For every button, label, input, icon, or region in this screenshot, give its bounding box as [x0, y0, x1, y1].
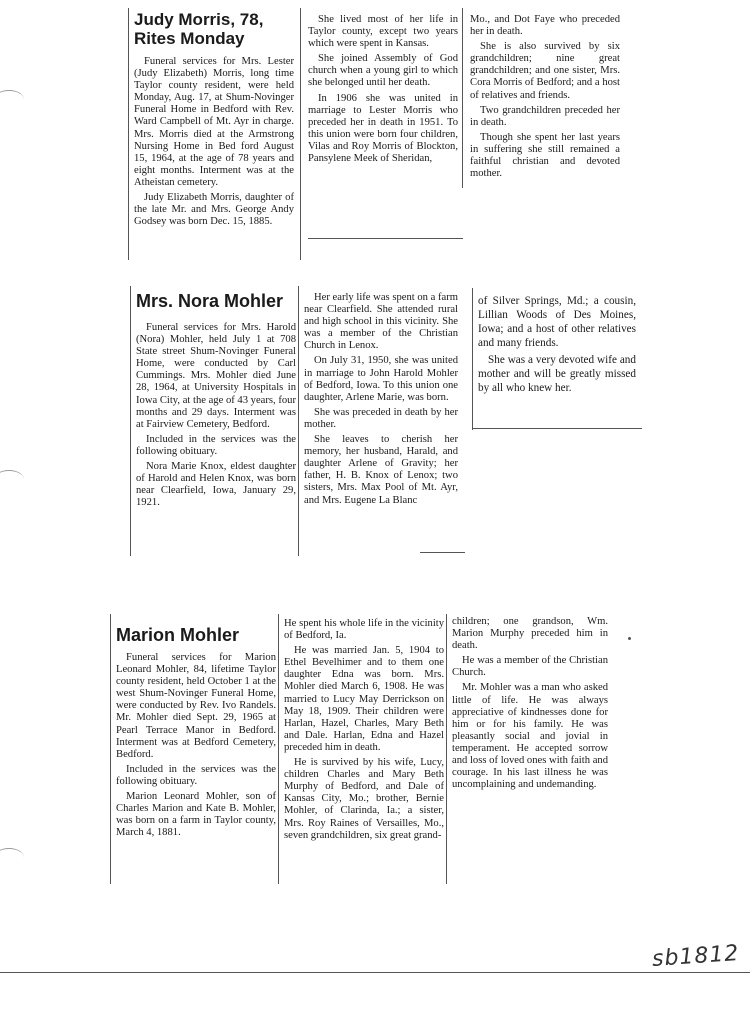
nora-column-2: [304, 292, 458, 510]
paragraph: Marion Leonard Mohler, son of Charles Marion and Kate B. Mohler, was born on a farm in Taylor county, March 4, 1881.: [116, 791, 276, 839]
paragraph: Funeral services for Marion Leonard Mohler, 84, lifetime Taylor county resident, held October 1 at the west Shum-Novinger Funeral Home, were conducted by Rev. Ivo Randels. Mr. Mohler died Sept. 29, 1965 at Pearl Terrace Manor in Bedford. Interment was at Bedford Cemetery, Bedford.: [116, 652, 276, 760]
marion-headline: Marion Mohler: [116, 625, 240, 645]
nora-headline: Mrs. Nora Mohler: [136, 291, 284, 311]
judy-column-3-clip: [462, 8, 622, 188]
judy-column-3: [470, 14, 620, 183]
marion-column-3-clip: [446, 614, 612, 814]
paragraph: Judy Elizabeth Morris, daughter of the late Mr. and Mrs. George Andy Godsey was born Dec. 15, 1885.: [134, 192, 294, 228]
clipping-nora-mohler: [130, 286, 465, 556]
binder-hole-bottom: [0, 848, 24, 867]
paragraph: He spent his whole life in the vicinity of Bedford, Ia.: [284, 618, 444, 642]
nora-column-3: [478, 294, 636, 398]
binder-hole-middle: [0, 470, 24, 489]
binder-hole-top: [0, 90, 24, 109]
paragraph: Two grandchildren preceded her in death.: [470, 104, 620, 128]
clipping-judy-morris: [128, 8, 463, 260]
nora-column-3-clip: [472, 288, 642, 430]
paragraph: She is also survived by six grandchildren; nine great grandchildren; and one sister, Mrs. Cora Morris of Bedford; and a host of relatives and friends.: [470, 41, 620, 101]
judy-headline: [134, 10, 294, 48]
paragraph: Funeral services for Mrs. Harold (Nora) Mohler, held July 1 at 708 State street Shum-Novinger Funeral Home, were conducted by Carl Cummings. Mrs. Mohler died June 28, 1964, at University Hospitals in Iowa City, at the age of 43 years, four months and 29 days. Interment was at Fairview Cemetery, Bedford.: [136, 322, 296, 430]
paragraph: On July 31, 1950, she was united in marriage to John Harold Mohler of Bedford, Iowa. To this union one daughter, Arlene Marie, was born.: [304, 355, 458, 403]
judy-headline-line1: Judy Morris, 78,: [134, 10, 264, 29]
paragraph: He is survived by his wife, Lucy, children Charles and Mary Beth Murphy of Bedford, and Dale of Kansas City, Mo.; brother, Bernie Mohler, of Clarinda, Ia.; a sister, Mrs. Roy Raines of Versailles, Mo., seven grandchildren, six great grand-: [284, 757, 444, 841]
paragraph: of Silver Springs, Md.; a cousin, Lillian Woods of Des Moines, Iowa; and a host of other relatives and many friends.: [478, 295, 636, 349]
page-bottom-line: [0, 972, 750, 973]
paragraph: Though she spent her last years in suffering she still remained a faithful christian and devoted mother.: [470, 131, 620, 180]
judy-headline-line2: Rites Monday: [134, 29, 245, 48]
paragraph: Funeral services for Mrs. Lester (Judy Elizabeth) Morris, long time Taylor county resident, were held Monday, Aug. 17, at Shum-Novinger Funeral Home in Bedford with Rev. Ward Campbell of Mt. Ayr in charge. Mrs. Morris died at the Armstrong Nursing Home in Bed ford August 15, 1964, at the age of 78 years and eight months. Interment was at the Atheistan cemetery.: [134, 56, 294, 188]
nora-column-1: [136, 290, 296, 512]
paragraph: In 1906 she was united in marriage to Lester Morris who preceded her in death in 1951. To this union were born four children, Vilas and Roy Morris of Blockton, Pansylene Meek of Sheridan,: [308, 92, 458, 165]
paragraph: children; one grandson, Wm. Marion Murphy preceded him in death.: [452, 616, 608, 652]
paragraph: She joined Assembly of God church when a young girl to which she belonged until her death.: [308, 53, 458, 89]
paragraph: He was a member of the Christian Church.: [452, 655, 608, 679]
marion-column-1: [116, 624, 276, 842]
paragraph: Mo., and Dot Faye who preceded her in death.: [470, 14, 620, 38]
paragraph: He was married Jan. 5, 1904 to Ethel Bevelhimer and to them one daughter Edna was born. Mrs. Mohler died March 6, 1908. He was married to Lucy May Derrickson on May 18, 1909. Their children were Harlan, Hazel, Charles, Mary Beth and Dale. Harlan, Edna and Hazel preceded him in death.: [284, 645, 444, 753]
paragraph: Mr. Mohler was a man who asked little of life. He was always appreciative of kindnesses done for him or for his family. He was pleasantly social and jovial in temperament. He accepted sorrow and loss of loved ones with faith and courage. In his last illness he was uncomplaining and undemanding.: [452, 682, 608, 791]
paragraph: She leaves to cherish her memory, her husband, Harald, and daughter Arlene of Gravity; her father, H. B. Knox of Lenox; two sisters, Mrs. Max Pool of Mt. Ayr, and Mrs. Eugene La Blanc: [304, 434, 458, 506]
clipping-marion-mohler: [110, 614, 450, 884]
marion-column-2: [284, 618, 444, 845]
judy-column-1: [134, 8, 294, 231]
paragraph: She lived most of her life in Taylor county, except two years which were spent in Kansas.: [308, 14, 458, 50]
handwritten-page-code: sb1812: [651, 940, 741, 973]
paragraph: Nora Marie Knox, eldest daughter of Harold and Helen Knox, was born near Clearfield, Iowa, January 29, 1921.: [136, 461, 296, 509]
judy-column-2: [308, 14, 458, 168]
paragraph: She was a very devoted wife and mother and will be greatly missed by all who knew her.: [478, 354, 636, 394]
paragraph: Included in the services was the following obituary.: [116, 763, 276, 787]
paragraph: Her early life was spent on a farm near Clearfield. She attended rural and high school in this vicinity. She was a member of the Christian Church in Lenox.: [304, 292, 458, 352]
marion-column-3: [452, 616, 608, 794]
paragraph: Included in the services was the following obituary.: [136, 433, 296, 457]
stray-mark: [628, 637, 631, 640]
paragraph: She was preceded in death by her mother.: [304, 406, 458, 430]
